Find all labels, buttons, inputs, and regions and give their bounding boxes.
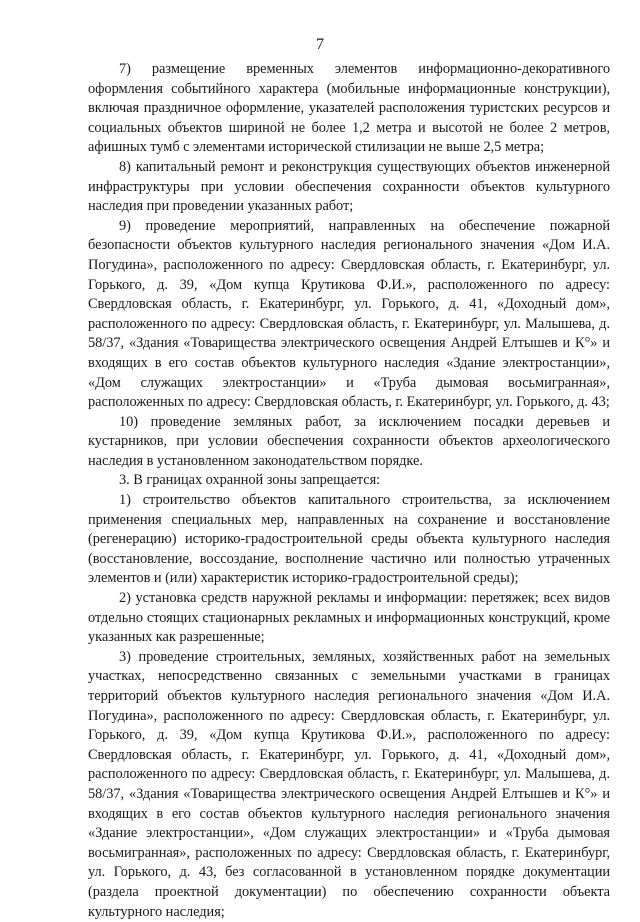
paragraph-item-8: 8) капитальный ремонт и реконструкция существующих объектов инженерной инфраструктуры при условии обеспечения сохранности объектов культурного наследия при проведении указанных работ; — [88, 158, 610, 215]
paragraph-ban-2: 2) установка средств наружной рекламы и информации: перетяжек; всех видов отдельно стоящих стационарных рекламных и информационных конструкций, кроме указанных как разрешенные; — [88, 590, 610, 646]
paragraph-item-10: 10) проведение земляных работ, за исключением посадки деревьев и кустарников, при условии обеспечения сохранности объектов археологического наследия в установленном законодательством порядке. — [88, 413, 610, 469]
paragraph-ban-1: 1) строительство объектов капитального строительства, за исключением применения специальных мер, направленных на сохранение и восстановление (регенерацию) историко-градостроительной среды объекта культурного наследия (восстановление, воссоздание, восполнение частично или полностью утраченных элементов и (или) характеристик историко-градостроительной среды); — [88, 492, 610, 587]
section-heading-3: 3. В границах охранной зоны запрещается: — [119, 472, 381, 489]
paragraph-ban-3: 3) проведение строительных, земляных, хозяйственных работ на земельных участках, непосредственно связанных с земельными участками в границах территорий объектов культурного наследия регионального значения «Дом И.А. Погудина», расположенного по адресу: Свердловская область, г. Екатеринбург, ул. Горького, д. 39, «Дом купца Крутикова Ф.И.», расположенного по адресу: Свердловская область, г. Екатеринбург, ул. Горького, д. 41, «Доходный дом», расположенного по адресу: Свердловская область, г. Екатеринбург, ул. Малышева, д. 58/37, «Здания «Товарищества электрического освещения Андрей Елтышев и К°» и входящих в его состав объектов культурного наследия регионального значения «Здание электростанции», «Дом служащих электростанции» и «Труба дымовая восьмигранная», расположенных по адресу: Свердловская область, г. Екатеринбург, ул. Горького, д. 43, без согласованной в установленном порядке документации (раздела проектной документации) по обеспечению сохранности объекта культурного наследия; — [88, 648, 610, 920]
paragraph-item-9: 9) проведение мероприятий, направленных на обеспечение пожарной безопасности объектов культурного наследия регионального значения «Дом И.А. Погудина», расположенного по адресу: Свердловская область, г. Екатеринбург, ул. Горького, д. 39, «Дом купца Крутикова Ф.И.», расположенного по адресу: Свердловская область, г. Екатеринбург, ул. Горького, д. 41, «Доходный дом», расположенного по адресу: Свердловская область, г. Екатеринбург, ул. Малышева, д. 58/37, «Здания «Товарищества электрического освещения Андрей Елтышев и К°» и входящих в его состав объектов культурного наследия «Здание электростанции», «Дом служащих электростанции» и «Труба дымовая восьмигранная», расположенных по адресу: Свердловская область, г. Екатеринбург, ул. Горького, д. 43; — [88, 217, 610, 411]
document-body — [88, 60, 610, 922]
page-number: 7 — [316, 36, 324, 53]
paragraph-item-7: 7) размещение временных элементов информационно-декоративного оформления событийного характера (мобильные информационные конструкции), включая праздничное оформление, указателей расположения туристских ресурсов и социальных объектов шириной не более 1,2 метра и высотой не более 2 метров, афишных тумб с элементами исторической стилизации не выше 2,5 метра; — [88, 61, 610, 156]
